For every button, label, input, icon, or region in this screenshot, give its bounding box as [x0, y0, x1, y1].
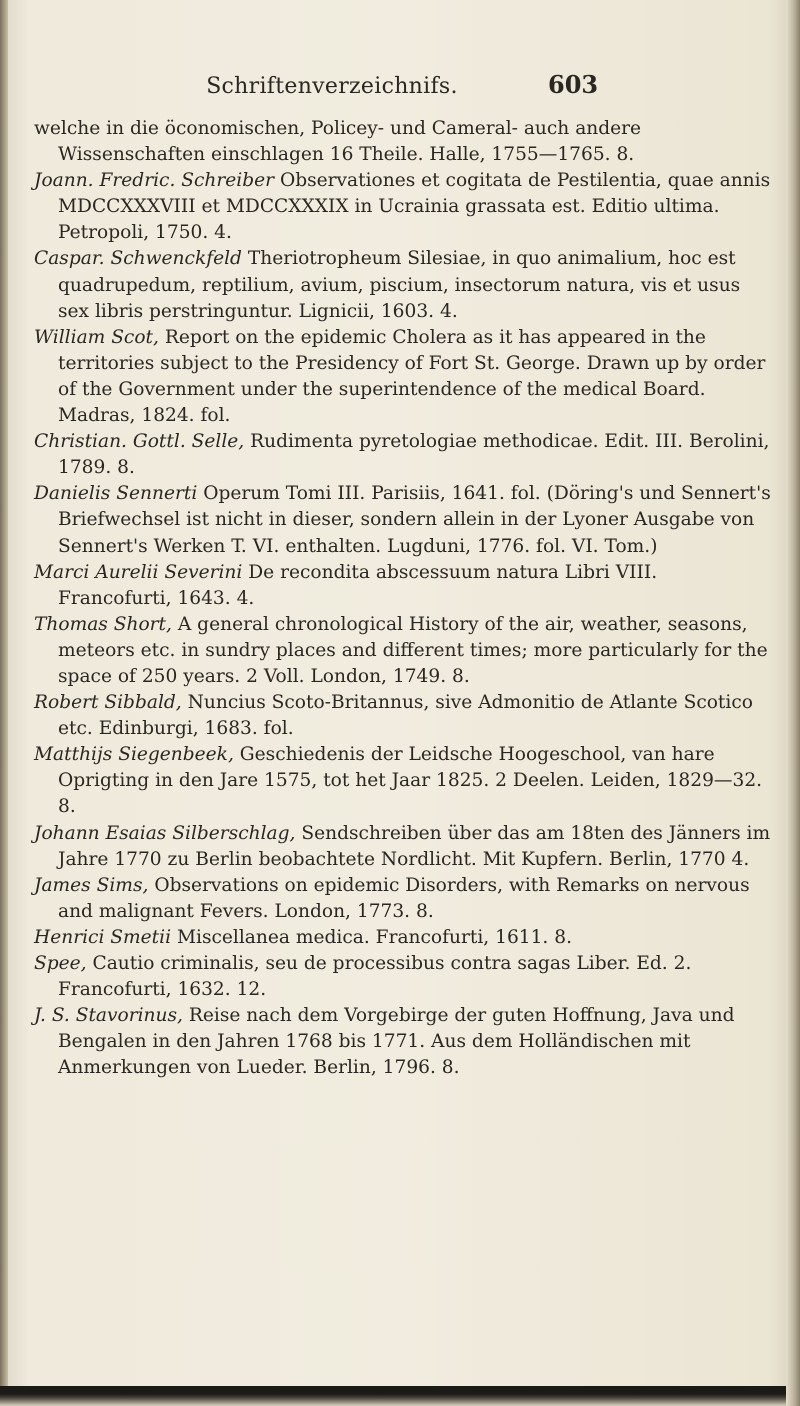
page-header: [0, 70, 800, 110]
entry-text: Rudimenta pyretologiae methodicae. Edit. III. Berolini, 1789. 8.: [58, 431, 770, 479]
entry-author: Thomas Short,: [34, 613, 172, 635]
entry-text: Observations on epidemic Disorders, with Remarks on nervous and malignant Fevers. London, 1773. 8.: [58, 874, 750, 922]
bibliography-entry: [34, 925, 776, 951]
entry-text: De recondita abscessuum natura Libri VIII. Francofurti, 1643. 4.: [58, 561, 658, 609]
entry-author: J. S. Stavorinus,: [34, 1005, 183, 1027]
entry-author: William Scot,: [34, 326, 159, 348]
bibliography-entry: [34, 429, 776, 481]
bibliography-entry: [34, 560, 776, 612]
scan-bottom-edge: [0, 1386, 800, 1406]
bibliography-entry: [34, 1003, 776, 1081]
bibliography-list: [34, 116, 776, 1081]
bibliography-entry: [34, 116, 776, 168]
entry-author: Robert Sibbald,: [34, 692, 182, 714]
entry-author: Henrici Smetii: [34, 926, 172, 948]
running-title: Schriftenverzeichnifs.: [206, 74, 458, 99]
bibliography-entry: [34, 325, 776, 429]
entry-text: welche in die öconomischen, Policey- und Cameral- auch andere Wissenschaften einschlagen 16 Theile. Halle, 1755—1765. 8.: [34, 118, 642, 166]
bibliography-entry: [34, 951, 776, 1003]
entry-author: Caspar. Schwenckfeld: [34, 248, 242, 270]
entry-text: Cautio criminalis, seu de processibus contra sagas Liber. Ed. 2. Francofurti, 1632. 12.: [58, 953, 692, 1001]
entry-text: Operum Tomi III. Parisiis, 1641. fol. (Döring's und Sennert's Briefwechsel ist nicht in dieser, sondern allein in der Lyoner Ausgabe von Sennert's Werken T. VI. enthalten. Lugduni, 1776. fol. VI. Tom.): [58, 483, 771, 557]
entry-text: Miscellanea medica. Francofurti, 1611. 8.: [176, 926, 572, 948]
bibliography-entry: [34, 821, 776, 873]
bibliography-entry: [34, 742, 776, 820]
entry-author: Danielis Sennerti: [34, 483, 198, 505]
entry-text: Sendschreiben über das am 18ten des Jänners im Jahre 1770 zu Berlin beobachtete Nordlicht. Mit Kupfern. Berlin, 1770 4.: [58, 822, 771, 870]
entry-author: Christian. Gottl. Selle,: [34, 431, 245, 453]
entry-author: Matthijs Siegenbeek,: [34, 744, 234, 766]
entry-text: Geschiedenis der Leidsche Hoogeschool, van hare Oprigting in den Jare 1575, tot het Jaar 1825. 2 Deelen. Leiden, 1829—32. 8.: [58, 744, 763, 818]
bibliography-entry: [34, 246, 776, 324]
entry-author: Joann. Fredric. Schreiber: [34, 170, 275, 192]
entry-text: A general chronological History of the air, weather, seasons, meteors etc. in sundry places and different times; more particularly for the space of 250 years. 2 Voll. London, 1749. 8.: [58, 613, 768, 687]
entry-author: Johann Esaias Silberschlag,: [34, 822, 296, 844]
entry-text: Nuncius Scoto-Britannus, sive Admonitio de Atlante Scotico etc. Edinburgi, 1683. fol.: [58, 692, 753, 740]
bibliography-entry: [34, 612, 776, 690]
bibliography-entry: [34, 481, 776, 559]
bibliography-entry: [34, 873, 776, 925]
entry-text: Observationes et cogitata de Pestilentia, quae annis MDCCXXXVIII et MDCCXXXIX in Ucrainia grassata est. Editio ultima. Petropoli, 1750. 4.: [58, 170, 771, 244]
bibliography-entry: [34, 168, 776, 246]
entry-text: Theriotropheum Silesiae, in quo animalium, hoc est quadrupedum, reptilium, avium, piscium, insectorum natura, vis et usus sex libris perstringuntur. Lignicii, 1603. 4.: [58, 248, 741, 322]
entry-text: Reise nach dem Vorgebirge der guten Hoffnung, Java und Bengalen in den Jahren 1768 bis 1771. Aus dem Holländischen mit Anmerkungen von Lueder. Berlin, 1796. 8.: [58, 1005, 735, 1079]
entry-author: Marci Aurelii Severini: [34, 561, 243, 583]
entry-author: Spee,: [34, 953, 87, 974]
entry-author: James Sims,: [34, 874, 149, 896]
entry-text: Report on the epidemic Cholera as it has appeared in the territories subject to the Presidency of Fort St. George. Drawn up by order of the Government under the superintendence of the medical Board. Madras, 1824. fol.: [58, 326, 766, 427]
bibliography-entry: [34, 690, 776, 742]
page-number: 603: [548, 70, 599, 99]
